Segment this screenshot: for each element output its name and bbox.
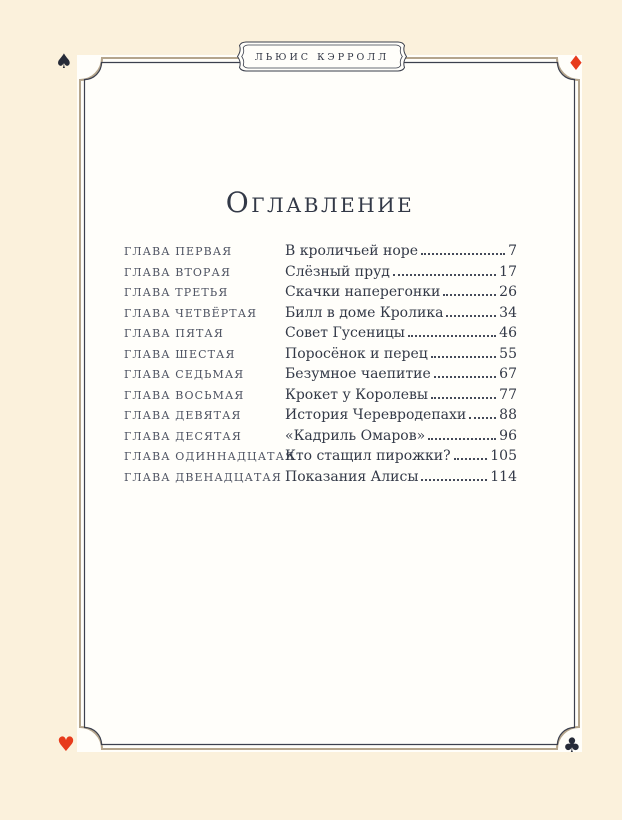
dot-leader (454, 458, 488, 460)
dot-leader (434, 376, 496, 378)
chapter-title: Скачки наперегонки (285, 284, 441, 300)
chapter-title: Билл в доме Кролика (285, 304, 444, 321)
chapter-label: ГЛАВА СЕДЬМАЯ (124, 368, 245, 381)
dot-leader (431, 356, 496, 358)
page-title (122, 186, 518, 219)
chapter-label: ГЛАВА ШЕСТАЯ (124, 347, 236, 361)
dot-leader (393, 274, 496, 276)
chapter-title: История Черевродепахи (285, 407, 467, 423)
chapter-title: Показания Алисы (285, 468, 419, 485)
toc-row (124, 469, 517, 490)
dot-leader (421, 479, 487, 481)
chapter-title: Поросёнок и перец (285, 345, 428, 362)
page-number: 7 (508, 243, 517, 259)
chapter-title: Безумное чаепитие (285, 366, 431, 382)
dot-leader (421, 253, 505, 255)
chapter-label: ГЛАВА ПЯТАЯ (124, 327, 224, 340)
page-number: 26 (499, 284, 517, 300)
dot-leader (428, 438, 496, 440)
toc-row (124, 305, 517, 326)
page-number: 105 (490, 448, 517, 464)
spade-icon: ♠ (55, 49, 73, 73)
dot-leader (469, 417, 496, 419)
page-title-rest: ГЛАВЛЕНИЕ (251, 193, 415, 217)
page-number: 77 (499, 386, 517, 403)
dot-leader (446, 315, 496, 317)
chapter-label: ГЛАВА ОДИННАДЦАТАЯ (124, 450, 295, 463)
page-number: 55 (499, 345, 517, 362)
toc-row (124, 366, 517, 387)
chapter-label: ГЛАВА ЧЕТВЁРТАЯ (124, 306, 258, 320)
chapter-label: ГЛАВА ДЕСЯТАЯ (124, 429, 242, 443)
page-number: 114 (490, 468, 517, 485)
toc-row (124, 284, 517, 305)
chapter-label: ГЛАВА ПЕРВАЯ (124, 245, 233, 258)
page-number: 46 (499, 325, 517, 341)
page-title-initial: О (225, 186, 252, 219)
chapter-title: Крокет у Королевы (285, 386, 429, 403)
page-number: 67 (499, 366, 517, 382)
chapter-title: Кто стащил пирожки? (285, 448, 451, 464)
table-of-contents (124, 243, 517, 489)
toc-row (124, 387, 517, 408)
toc-row (124, 448, 517, 469)
author-cartouche (235, 40, 409, 73)
page-number: 88 (499, 407, 517, 423)
chapter-title: Совет Гусеницы (285, 325, 405, 341)
chapter-label: ГЛАВА ДЕВЯТАЯ (124, 409, 242, 422)
toc-row (124, 428, 517, 449)
dot-leader (408, 335, 496, 337)
chapter-label: ГЛАВА ДВЕНАДЦАТАЯ (124, 470, 282, 484)
dot-leader (431, 397, 496, 399)
chapter-label: ГЛАВА ВТОРАЯ (124, 265, 231, 279)
heart-icon: ♥ (57, 732, 75, 756)
chapter-title: В кроличьей норе (285, 243, 419, 259)
toc-row (124, 407, 517, 428)
diamond-icon: ♦ (567, 51, 585, 75)
toc-row (124, 264, 517, 285)
page-number: 34 (499, 304, 517, 321)
dot-leader (443, 294, 496, 296)
toc-row (124, 346, 517, 367)
toc-row (124, 243, 517, 264)
chapter-title: Слёзный пруд (285, 263, 390, 280)
page-number: 17 (499, 263, 517, 280)
chapter-label: ГЛАВА ВОСЬМАЯ (124, 388, 245, 402)
club-icon: ♣ (563, 733, 581, 757)
toc-row (124, 325, 517, 346)
page-number: 96 (499, 427, 517, 444)
chapter-title: «Кадриль Омаров» (285, 427, 426, 444)
chapter-label: ГЛАВА ТРЕТЬЯ (124, 286, 229, 299)
author-name: ЛЬЮИС КЭРРОЛЛ (254, 51, 390, 63)
